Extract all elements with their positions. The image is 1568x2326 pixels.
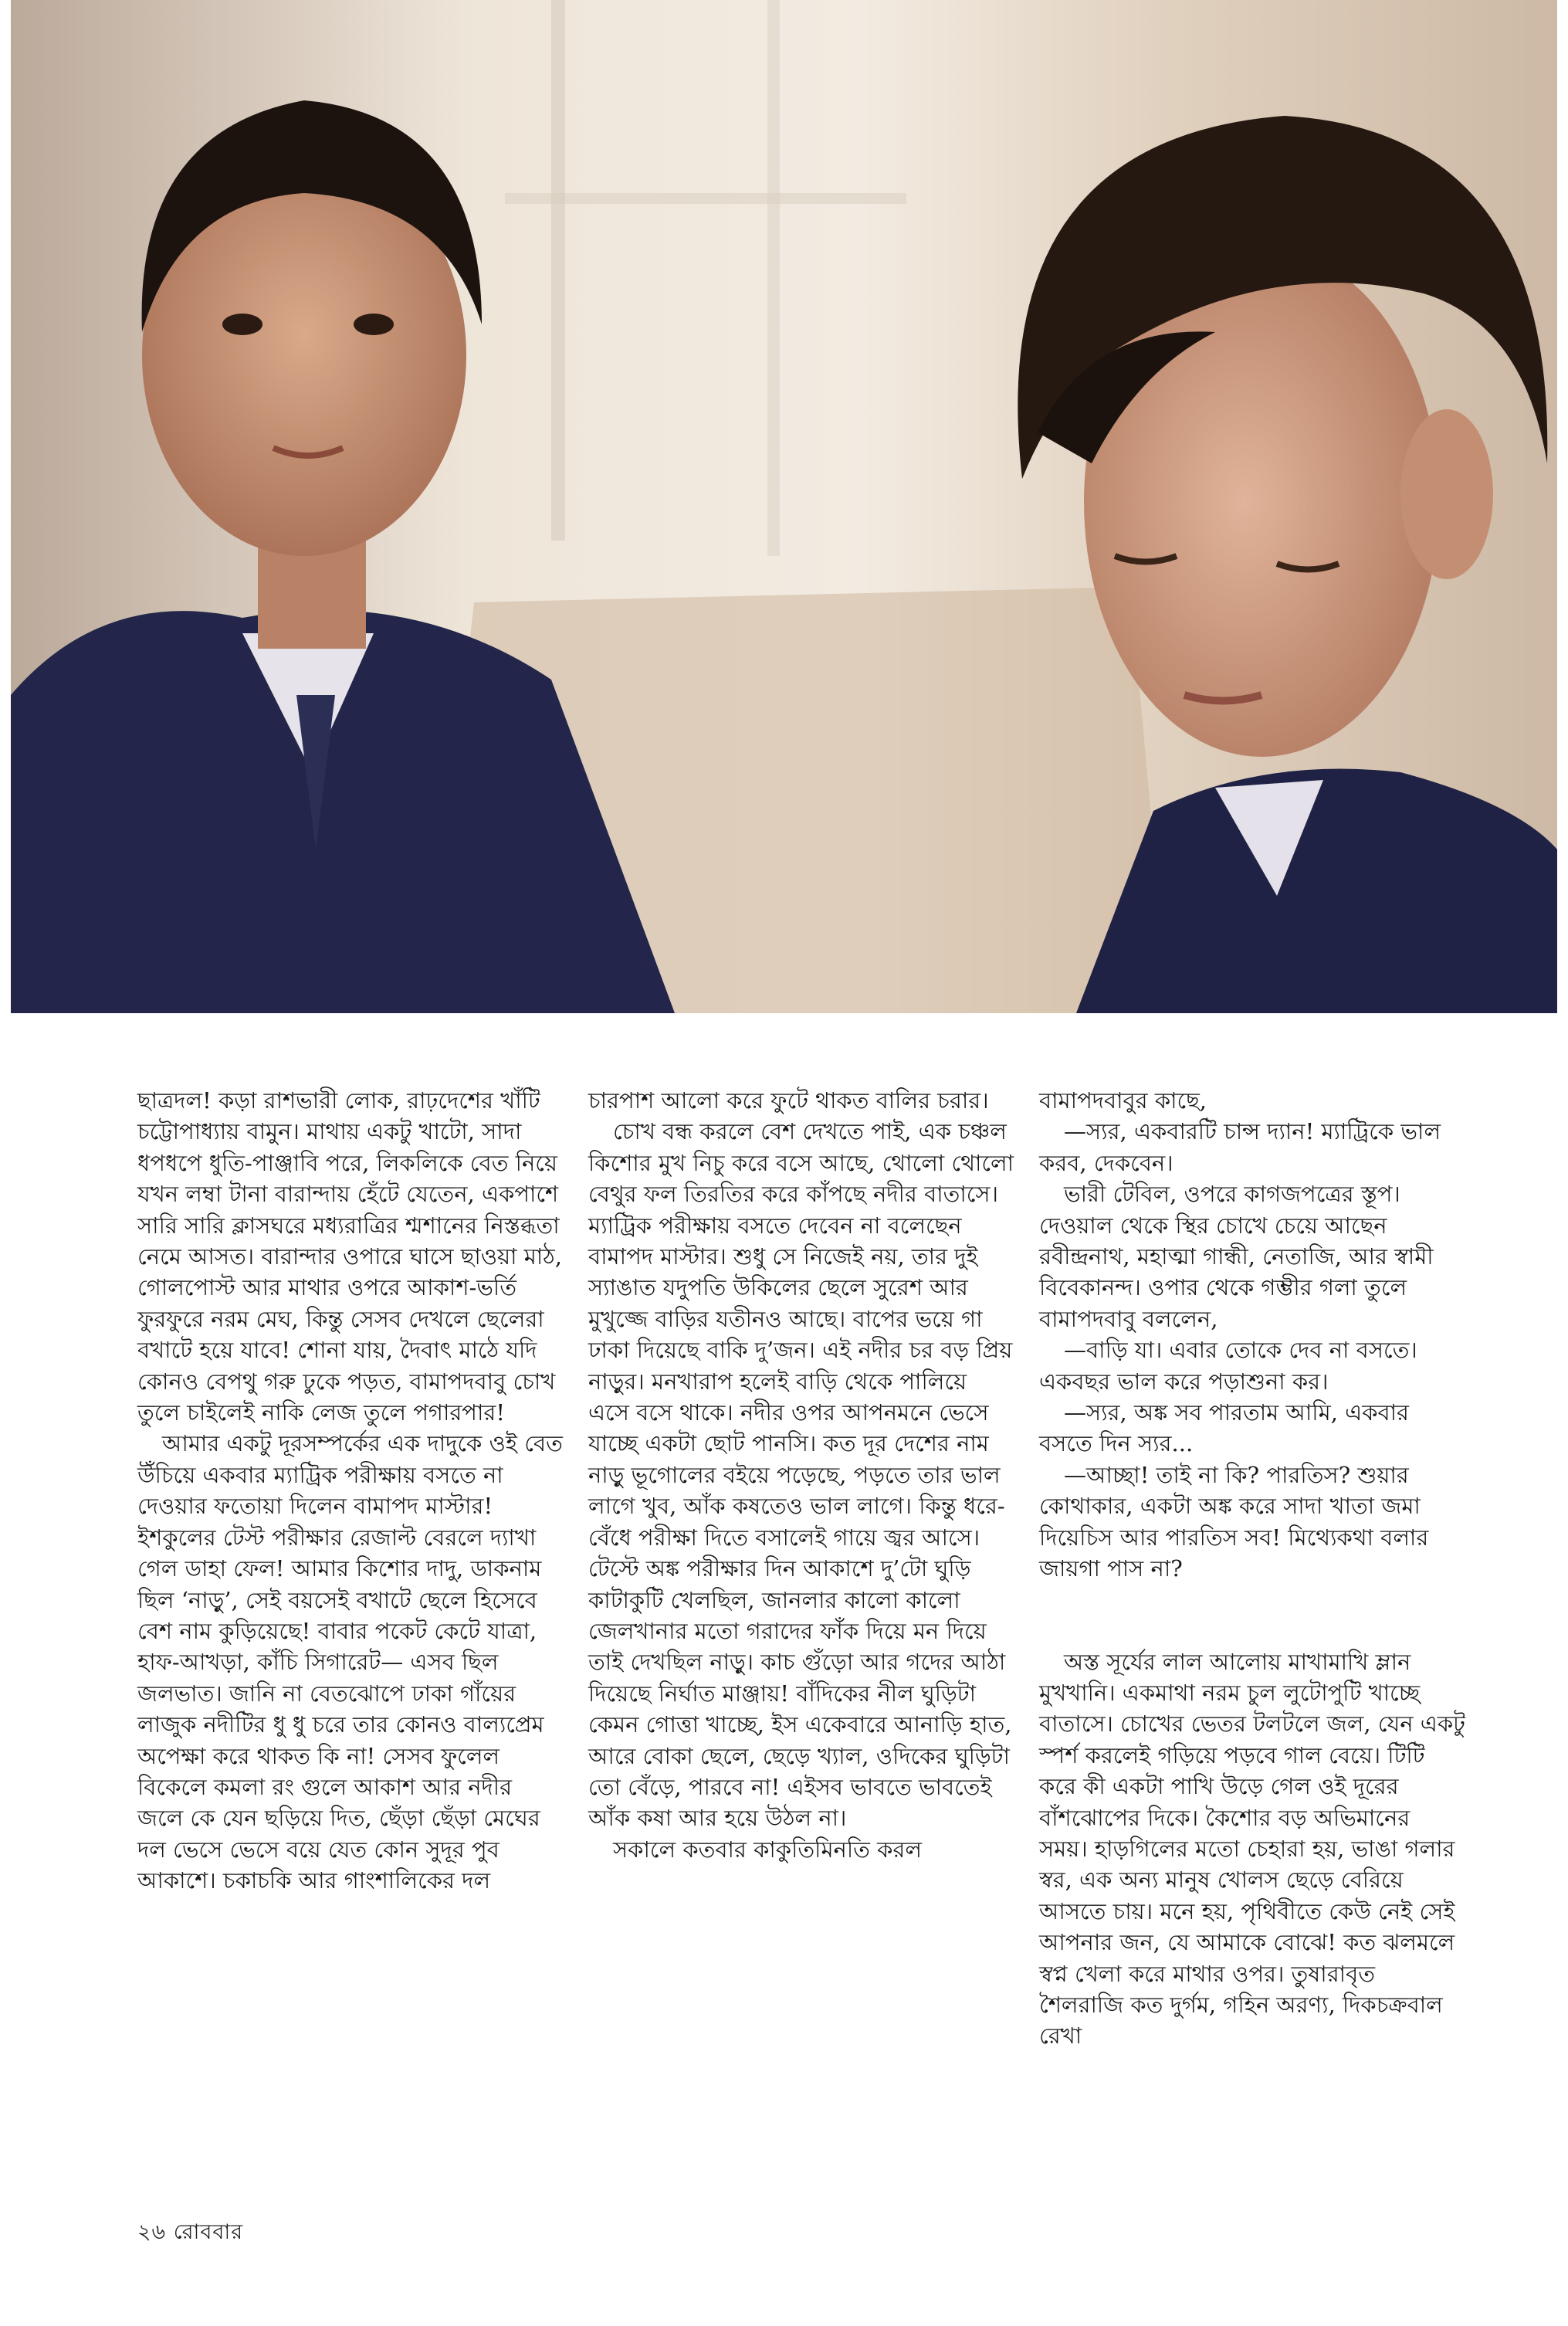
classroom-photo-icon <box>11 0 1557 1013</box>
paragraph: অস্ত সূর্যের লাল আলোয় মাখামাখি ম্লান মুখখানি। একমাথা নরম চুল লুটোপুটি খাচ্ছে বাতাসে। চোখের ভেতর টলটলে জল, যেন একটু স্পর্শ করলেই গড়িয়ে পড়বে গাল বেয়ে। টিটি করে কী একটা পাখি উড়ে গেল ওই দূরের বাঁশঝোপের দিকে। কৈশোর বড় অভিমানের সময়। হাড়গিলের মতো চেহারা হয়, ভাঙা গলার স্বর, এক অন্য মানুষ খোলস ছেড়ে বেরিয়ে আসতে চায়। মনে হয়, পৃথিবীতে কেউ নেই সেই আপনার জন, যে আমাকে বোঝে! কত ঝলমলে স্বপ্ন খেলা করে মাথার ওপর। তুষারাবৃত শৈলরাজি কত দুর্গম, গহিন অরণ্য, দিকচক্রবাল রেখা <box>1039 1648 1465 2050</box>
column-3 <box>1039 1085 1465 2182</box>
paragraph: সকালে কতবার কাকুতিমিনতি করল <box>613 1836 922 1863</box>
paragraph: ছাত্রদল! কড়া রাশভারী লোক, রাঢ়দেশের খাঁটি চট্টোপাধ্যায় বামুন। মাথায় একটু খাটো, সাদা ধপধপে ধুতি-পাঞ্জাবি পরে, লিকলিকে বেত নিয়ে যখন লম্বা টানা বারান্দায় হেঁটে যেতেন, একপাশে সারি সারি ক্লাসঘরে মধ্যরাত্রির শ্মশানের নিস্তব্ধতা নেমে আসত। বারান্দার ওপারে ঘাসে ছাওয়া মাঠ, গোলপোস্ট আর মাথার ওপরে আকাশ-ভর্তি ফুরফুরে নরম মেঘ, কিন্তু সেসব দেখলে ছেলেরা বখাটে হয়ে যাবে! শোনা যায়, দৈবাৎ মাঠে যদি কোনও বেপথু গরু ঢুকে পড়ত, বামাপদবাবু চোখ তুলে চাইলেই নাকি লেজ তুলে পগারপার! <box>137 1087 563 1426</box>
page-footer: ২৬ রোববার <box>137 2220 244 2244</box>
paragraph: বামাপদবাবুর কাছে, <box>1039 1087 1207 1114</box>
paragraph: —স্যর, অঙ্ক সব পারতাম আমি, একবার বসতে দিন স্যর... <box>1039 1399 1409 1457</box>
paragraph: চারপাশ আলো করে ফুটে থাকত বালির চরার। <box>588 1087 989 1114</box>
paragraph: আমার একটু দূরসম্পর্কের এক দাদুকে ওই বেত উঁচিয়ে একবার ম্যাট্রিক পরীক্ষায় বসতে না দেওয়ার ফতোয়া দিলেন বামাপদ মাস্টার! ইশকুলের টেস্ট পরীক্ষার রেজাল্ট বেরলে দ্যাখা গেল ডাহা ফেল! আমার কিশোর দাদু, ডাকনাম ছিল ‘নাড়ু’, সেই বয়সেই বখাটে ছেলে হিসেবে বেশ নাম কুড়িয়েছে! বাবার পকেট কেটে যাত্রা, হাফ-আখড়া, কাঁচি সিগারেট— এসব ছিল জলভাত। জানি না বেতঝোপে ঢাকা গাঁয়ের লাজুক নদীটির ধু ধু চরে তার কোনও বাল্যপ্রেম অপেক্ষা করে থাকত কি না! সেসব ফুলেল বিকেলে কমলা রং গুলে আকাশ আর নদীর জলে কে যেন ছড়িয়ে দিত, ছেঁড়া ছেঁড়া মেঘের দল ভেসে ভেসে বয়ে যেত কোন সুদূর পুব আকাশে। চকাচকি আর গাংশালিকের দল <box>137 1430 563 1894</box>
paragraph: —স্যর, একবারটি চান্স দ্যান! ম্যাট্রিকে ভাল করব, দেকবেন। <box>1039 1118 1441 1176</box>
paragraph: চোখ বন্ধ করলে বেশ দেখতে পাই, এক চঞ্চল কিশোর মুখ নিচু করে বসে আছে, থোলো থোলো বেথুর ফল তিরতির করে কাঁপছে নদীর বাতাসে। ম্যাট্রিক পরীক্ষায় বসতে দেবেন না বলেছেন বামাপদ মাস্টার। শুধু সে নিজেই নয়, তার দুই স্যাঙাত যদুপতি উকিলের ছেলে সুরেশ আর মুখুজ্জে বাড়ির যতীনও আছে। বাপের ভয়ে গা ঢাকা দিয়েছে বাকি দু’জন। এই নদীর চর বড় প্রিয় নাড়ুর। মনখারাপ হলেই বাড়ি থেকে পালিয়ে এসে বসে থাকে। নদীর ওপর আপনমনে ভেসে যাচ্ছে একটা ছোট পানসি। কত দূর দেশের নাম নাড়ু ভূগোলের বইয়ে পড়েছে, পড়তে তার ভাল লাগে খুব, আঁক কষতেও ভাল লাগে। কিন্তু ধরে-বেঁধে পরীক্ষা দিতে বসালেই গায়ে জ্বর আসে। টেস্টে অঙ্ক পরীক্ষার দিন আকাশে দু’টো ঘুড়ি কাটাকুটি খেলছিল, জানলার কালো কালো জেলখানার মতো গরাদের ফাঁক দিয়ে মন দিয়ে তাই দেখছিল নাড়ু। কাচ গুঁড়ো আর গদের আঠা দিয়েছে নির্ঘাত মাঞ্জায়! বাঁদিকের নীল ঘুড়িটা কেমন গোত্তা খাচ্ছে, ইস একেবারে আনাড়ি হাত, আরে বোকা ছেলে, ছেড়ে খ্যাল, ওদিকের ঘুড়িটা তো বেঁড়ে, পারবে না! এইসব ভাবতে ভাবতেই আঁক কষা আর হয়ে উঠল না। <box>588 1118 1014 1832</box>
paragraph: —বাড়ি যা। এবার তোকে দেব না বসতে। একবছর ভাল করে পড়াশুনা কর। <box>1039 1337 1417 1395</box>
column-1 <box>137 1085 564 2182</box>
paragraph: —আচ্ছা! তাই না কি? পারতিস? শুয়ার কোথাকার, একটা অঙ্ক করে সাদা খাতা জমা দিয়েচিস আর পারতিস সব! মিথ্যেকথা বলার জায়গা পাস না? <box>1039 1461 1429 1582</box>
classroom-photo <box>11 0 1557 1013</box>
article-body <box>137 1085 1465 2182</box>
paragraph: ভারী টেবিল, ওপরে কাগজপত্রের স্তূপ। দেওয়াল থেকে স্থির চোখে চেয়ে আছেন রবীন্দ্রনাথ, মহাত্মা গান্ধী, নেতাজি, আর স্বামী বিবেকানন্দ। ওপার থেকে গম্ভীর গলা তুলে বামাপদবাবু বললেন, <box>1039 1181 1434 1332</box>
column-2 <box>588 1085 1014 2182</box>
